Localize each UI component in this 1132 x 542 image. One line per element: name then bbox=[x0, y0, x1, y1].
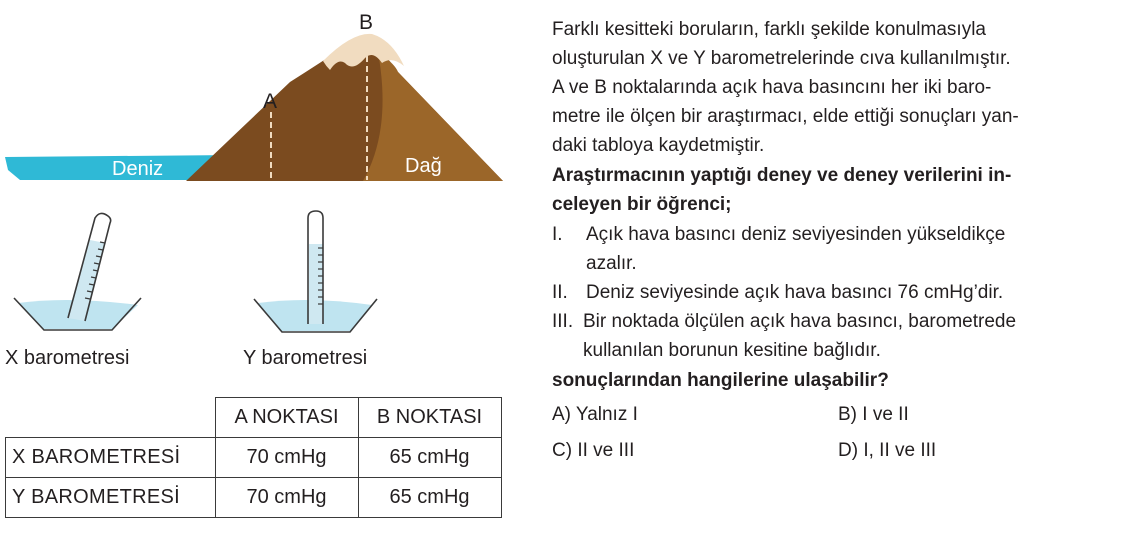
intro-line: Farklı kesitteki boruların, farklı şekilde konulmasıyla bbox=[552, 19, 986, 40]
table-row bbox=[6, 478, 502, 518]
statement-number: II. bbox=[552, 282, 568, 303]
barometer-y bbox=[254, 211, 377, 332]
cell-y-a: 70 cmHg bbox=[215, 478, 358, 518]
statement-line: azalır. bbox=[586, 253, 637, 274]
answer-choices bbox=[552, 401, 1119, 465]
intro-line: A ve B noktalarında açık hava basıncını her iki baro- bbox=[552, 77, 992, 98]
barometer-y-tube-mercury bbox=[309, 244, 323, 324]
prompt-line: celeyen bir öğrenci; bbox=[552, 194, 732, 215]
table-corner-cell bbox=[6, 398, 216, 438]
barometer-x-label: X barometresi bbox=[5, 347, 130, 369]
prompt-line: Araştırmacının yaptığı deney ve deney verilerini in- bbox=[552, 165, 1012, 186]
intro-paragraph bbox=[552, 15, 1119, 160]
question-text bbox=[552, 15, 1119, 465]
choice-c[interactable]: C) II ve III bbox=[552, 440, 635, 461]
intro-line: metre ile ölçen bir araştırmacı, elde ettiği sonuçları yan- bbox=[552, 106, 1019, 127]
mountain-label: Dağ bbox=[405, 155, 442, 177]
statement-line: Deniz seviyesinde açık hava basıncı 76 cmHg’dir. bbox=[586, 282, 1004, 303]
question-prompt bbox=[552, 161, 1119, 219]
question-closing: sonuçlarından hangilerine ulaşabilir? bbox=[552, 370, 889, 391]
barometer-y-label: Y barometresi bbox=[243, 347, 368, 369]
header-b-noktasi: B NOKTASI bbox=[358, 398, 501, 438]
table-row bbox=[6, 438, 502, 478]
cell-x-b: 65 cmHg bbox=[358, 438, 501, 478]
results-table bbox=[5, 397, 502, 518]
row-label-y-barometresi: Y BAROMETRESİ bbox=[6, 478, 216, 518]
cell-x-a: 70 cmHg bbox=[215, 438, 358, 478]
row-label-x-barometresi: X BAROMETRESİ bbox=[6, 438, 216, 478]
sea-label: Deniz bbox=[112, 158, 164, 180]
choice-a[interactable]: A) Yalnız I bbox=[552, 404, 638, 425]
header-a-noktasi: A NOKTASI bbox=[215, 398, 358, 438]
intro-line: oluşturulan X ve Y barometrelerinde cıva kullanılmıştır. bbox=[552, 48, 1011, 69]
statement-line: Açık hava basıncı deniz seviyesinden yükseldikçe bbox=[586, 224, 1006, 245]
statement-line: kullanılan borunun kesitine bağlıdır. bbox=[583, 340, 881, 361]
statement-2 bbox=[552, 278, 1119, 307]
choice-b[interactable]: B) I ve II bbox=[838, 404, 909, 425]
statement-body bbox=[583, 307, 1119, 365]
table-header-row bbox=[6, 398, 502, 438]
statement-body bbox=[586, 220, 1119, 278]
barometer-x bbox=[14, 213, 141, 330]
statement-body bbox=[586, 278, 1119, 307]
statement-3 bbox=[552, 307, 1119, 365]
choice-d[interactable]: D) I, II ve III bbox=[838, 440, 937, 461]
statement-line: Bir noktada ölçülen açık hava basıncı, barometrede bbox=[583, 311, 1017, 332]
point-b-label: B bbox=[359, 11, 374, 34]
statement-number: I. bbox=[552, 224, 563, 245]
statement-list bbox=[552, 220, 1119, 365]
cell-y-b: 65 cmHg bbox=[358, 478, 501, 518]
illustration bbox=[0, 0, 520, 400]
statement-number: III. bbox=[552, 311, 574, 332]
statement-1 bbox=[552, 220, 1119, 278]
point-a-label: A bbox=[263, 90, 278, 113]
intro-line: daki tabloya kaydetmiştir. bbox=[552, 135, 765, 156]
